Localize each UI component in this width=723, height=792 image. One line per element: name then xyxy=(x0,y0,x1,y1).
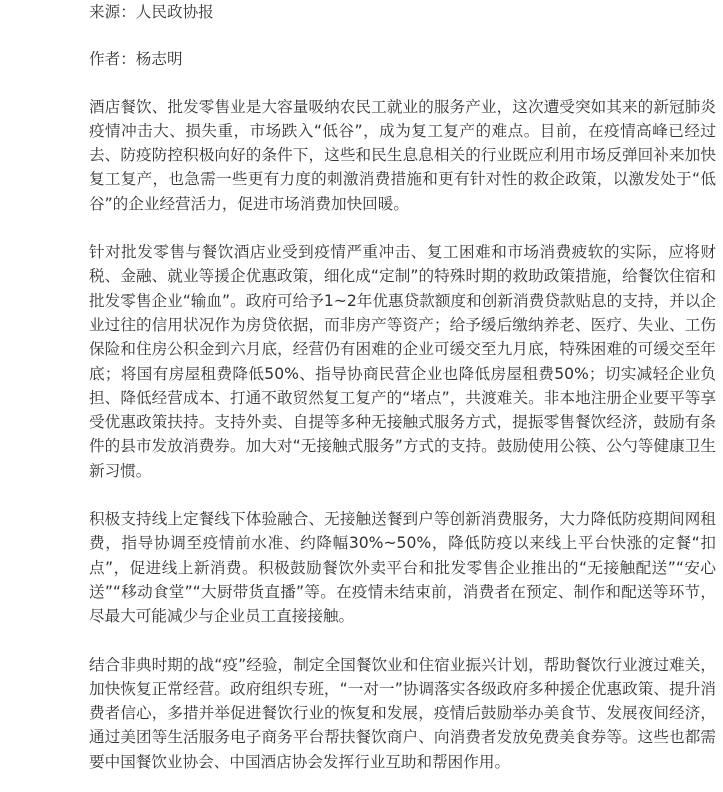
article-paragraph: 积极支持线上定餐线下体验融合、无接触送餐到户等创新消费服务，大力降低防疫期间网租费，指导协调至疫情前水准、约降幅30%~50%，降低防疫以来线上平台快涨的定餐“扣点”，促进线上新消费。积极鼓励餐饮外卖平台和批发零售企业推出的“无接触配送”“安心送”“移动食堂”“大厨带货直播”等。在疫情未结束前，消费者在预定、制作和配送等环节，尽最大可能减少与企业员工直接接触。 xyxy=(89,510,716,626)
article-paragraph: 针对批发零售与餐饮酒店业受到疫情严重冲击、复工困难和市场消费疲软的实际，应将财税、金融、就业等援企优惠政策，细化成“定制”的特殊时期的救助政策措施，给餐饮住宿和批发零售企业“输血”。政府可给予1~2年优惠贷款额度和创新消费贷款贴息的支持，并以企业过往的信用状况作为房贷依据，而非房产等资产；给予缓后缴纳养老、医疗、失业、工伤保险和住房公积金到六月底，经营仍有困难的企业可缓交至九月底，特殊困难的可缓交至年底；将国有房屋租费降低50%、指导协商民营企业也降低房屋租费50%；切实减轻企业负担、降低经营成本、打通不敢贸然复工复产的“堵点”，共渡难关。非本地注册企业要平等享受优惠政策扶持。支持外卖、自提等多种无接触式服务方式，提振零售餐饮经济，鼓励有条件的县市发放消费券。加大对“无接触式服务”方式的支持。鼓励使用公筷、公勺等健康卫生新习惯。 xyxy=(89,243,716,480)
article xyxy=(89,0,716,774)
article-paragraph: 结合非典时期的战“疫”经验，制定全国餐饮业和住宿业振兴计划，帮助餐饮行业渡过难关，加快恢复正常经营。政府组织专班，“一对一”协调落实各级政府多种援企优惠政策、提升消费者信心，多措并举促进餐饮行业的恢复和发展，疫情后鼓励举办美食节、发展夜间经济，通过美团等生活服务电子商务平台帮扶餐饮商户、向消费者发放免费美食券等。这些也都需要中国餐饮业协会、中国酒店协会发挥行业互助和帮困作用。 xyxy=(89,655,716,771)
article-paragraph: 酒店餐饮、批发零售业是大容量吸纳农民工就业的服务产业，这次遭受突如其来的新冠肺炎疫情冲击大、损失重，市场跌入“低谷”，成为复工复产的难点。目前，在疫情高峰已经过去、防疫防控积极向好的条件下，这些和民生息息相关的行业既应利用市场反弹回补来加快复工复产，也急需一些更有力度的刺激消费措施和更有针对性的救企政策，以激发处于“低谷”的企业经营活力，促进市场消费加快回暖。 xyxy=(89,97,716,213)
article-author: 作者：杨志明 xyxy=(89,50,183,69)
article-source: 来源：人民政协报 xyxy=(89,3,214,21)
